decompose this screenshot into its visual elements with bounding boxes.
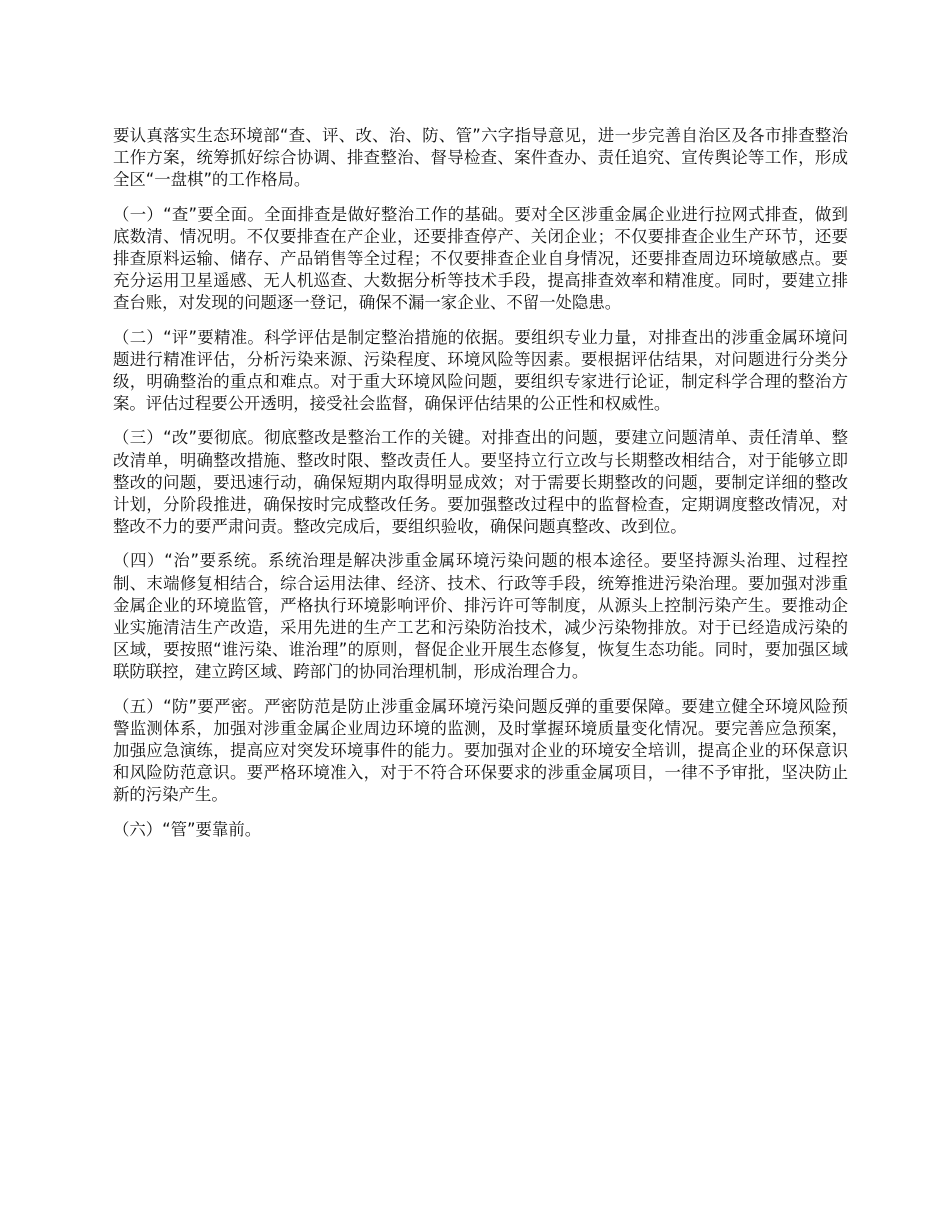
section-4-paragraph: （四）“治”要系统。系统治理是解决涉重金属环境污染问题的根本途径。要坚持源头治理、过程控制、末端修复相结合，综合运用法律、经济、技术、行政等手段，统筹推进污染治理。要加强对涉重金属企业的环境监管，严格执行环境影响评价、排污许可等制度，从源头上控制污染产生。要推动企业实施清洁生产改造，采用先进的生产工艺和污染防治技术，减少污染物排放。对于已经造成污染的区域，要按照“谁污染、谁治理”的原则，督促企业开展生态修复，恢复生态功能。同时，要加强区域联防联控，建立跨区域、跨部门的协同治理机制，形成治理合力。 xyxy=(113,551,848,682)
section-6-paragraph: （六）“管”要靠前。 xyxy=(113,819,262,839)
intro-paragraph: 要认真落实生态环境部“查、评、改、治、防、管”六字指导意见，进一步完善自治区及各市排查整治工作方案，统筹抓好综合协调、排查整治、督导检查、案件查办、责任追究、宣传舆论等工作，形成全区“一盘棋”的工作格局。 xyxy=(113,126,848,190)
section-1-paragraph: （一）“查”要全面。全面排查是做好整治工作的基础。要对全区涉重金属企业进行拉网式排查，做到底数清、情况明。不仅要排查在产企业，还要排查停产、关闭企业；不仅要排查企业生产环节，还要排查原料运输、储存、产品销售等全过程；不仅要排查企业自身情况，还要排查周边环境敏感点。要充分运用卫星遥感、无人机巡查、大数据分析等技术手段，提高排查效率和精准度。同时，要建立排查台账，对发现的问题逐一登记，确保不漏一家企业、不留一处隐患。 xyxy=(113,204,848,313)
section-2-paragraph: （二）“评”要精准。科学评估是制定整治措施的依据。要组织专业力量，对排查出的涉重金属环境问题进行精准评估，分析污染来源、污染程度、环境风险等因素。要根据评估结果，对问题进行分类分级，明确整治的重点和难点。对于重大环境风险问题，要组织专家进行论证，制定科学合理的整治方案。评估过程要公开透明，接受社会监督，确保评估结果的公正性和权威性。 xyxy=(113,327,848,414)
section-5-paragraph: （五）“防”要严密。严密防范是防止涉重金属环境污染问题反弹的重要保障。要建立健全环境风险预警监测体系，加强对涉重金属企业周边环境的监测，及时掌握环境质量变化情况。要完善应急预案，加强应急演练，提高应对突发环境事件的能力。要加强对企业的环境安全培训，提高企业的环保意识和风险防范意识。要严格环境准入，对于不符合环保要求的涉重金属项目，一律不予审批，坚决防止新的污染产生。 xyxy=(113,696,848,805)
document-body xyxy=(113,125,848,841)
section-3-paragraph: （三）“改”要彻底。彻底整改是整治工作的关键。对排查出的问题，要建立问题清单、责任清单、整改清单，明确整改措施、整改时限、整改责任人。要坚持立行立改与长期整改相结合，对于能够立即整改的问题，要迅速行动，确保短期内取得明显成效；对于需要长期整改的问题，要制定详细的整改计划，分阶段推进，确保按时完成整改任务。要加强整改过程中的监督检查，定期调度整改情况，对整改不力的要严肃问责。整改完成后，要组织验收，确保问题真整改、改到位。 xyxy=(113,428,848,537)
